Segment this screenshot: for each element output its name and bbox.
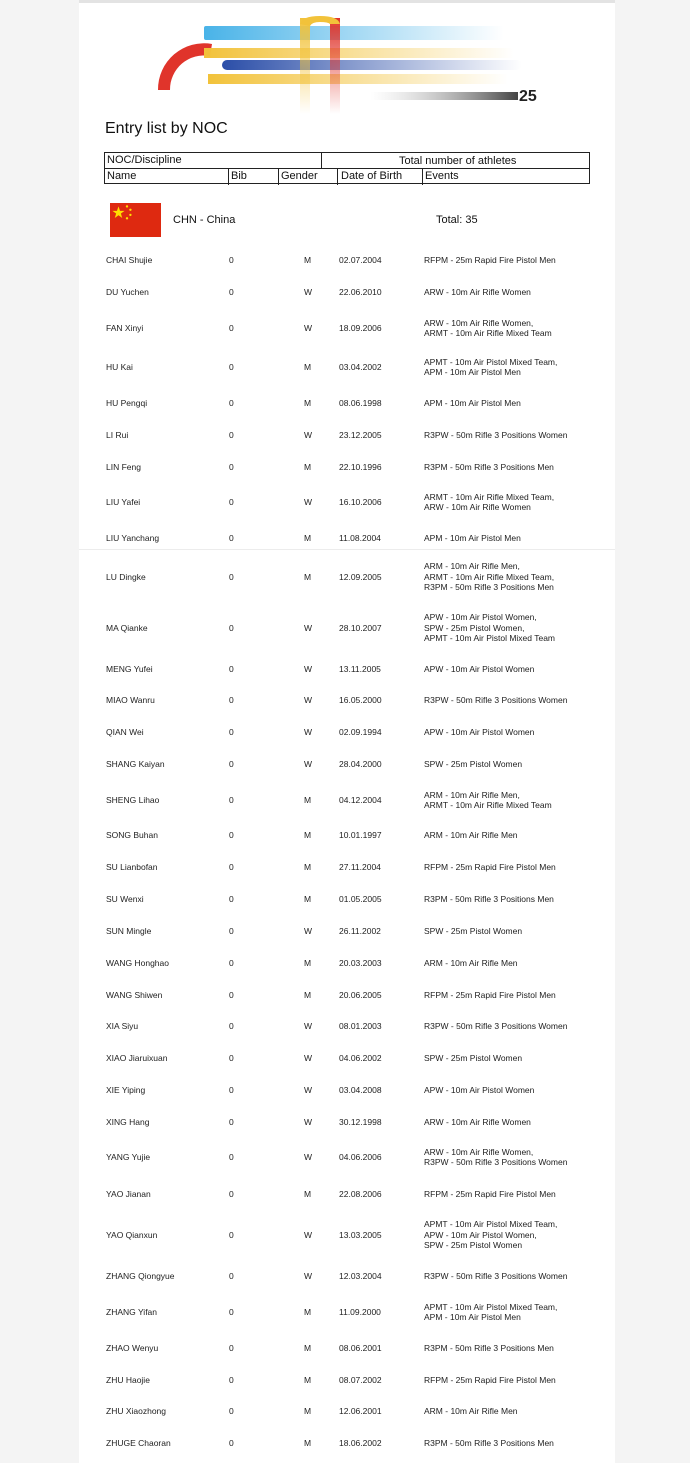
athlete-bib: 0 bbox=[229, 726, 234, 737]
athlete-events: ARW - 10m Air Rifle Women bbox=[424, 286, 531, 297]
athlete-date-of-birth: 16.10.2006 bbox=[339, 496, 382, 507]
athlete-name: XIE Yiping bbox=[106, 1084, 146, 1095]
athlete-gender: M bbox=[304, 397, 312, 408]
athlete-bib: 0 bbox=[229, 1437, 234, 1448]
athlete-bib: 0 bbox=[229, 361, 234, 372]
athlete-bib: 0 bbox=[229, 254, 234, 265]
athlete-bib: 0 bbox=[229, 829, 234, 840]
athlete-date-of-birth: 23.12.2005 bbox=[339, 429, 382, 440]
athlete-name: SU Lianbofan bbox=[106, 861, 158, 872]
athlete-date-of-birth: 13.03.2005 bbox=[339, 1229, 382, 1240]
header-date-of-birth: Date of Birth bbox=[341, 170, 403, 182]
athlete-events: APMT - 10m Air Pistol Mixed Team, APM - 10m Air Pistol Men bbox=[424, 1301, 558, 1322]
athlete-name: WANG Honghao bbox=[106, 957, 169, 968]
athlete-date-of-birth: 10.01.1997 bbox=[339, 829, 382, 840]
athlete-bib: 0 bbox=[229, 758, 234, 769]
athlete-date-of-birth: 28.04.2000 bbox=[339, 758, 382, 769]
athlete-date-of-birth: 22.10.1996 bbox=[339, 461, 382, 472]
athlete-name: YAO Qianxun bbox=[106, 1229, 158, 1240]
athlete-date-of-birth: 16.05.2000 bbox=[339, 694, 382, 705]
athlete-events: APW - 10m Air Pistol Women bbox=[424, 663, 535, 674]
athlete-events: RFPM - 25m Rapid Fire Pistol Men bbox=[424, 1188, 556, 1199]
athlete-date-of-birth: 20.03.2003 bbox=[339, 957, 382, 968]
athlete-name: FAN Xinyi bbox=[106, 322, 144, 333]
athlete-date-of-birth: 28.10.2007 bbox=[339, 622, 382, 633]
athlete-bib: 0 bbox=[229, 861, 234, 872]
athlete-bib: 0 bbox=[229, 461, 234, 472]
athlete-bib: 0 bbox=[229, 1342, 234, 1353]
athlete-name: SHANG Kaiyan bbox=[106, 758, 165, 769]
athlete-name: LIU Yafei bbox=[106, 496, 141, 507]
athlete-date-of-birth: 03.04.2002 bbox=[339, 361, 382, 372]
athlete-gender: W bbox=[304, 758, 313, 769]
athlete-gender: W bbox=[304, 1052, 313, 1063]
athlete-name: HU Pengqi bbox=[106, 397, 148, 408]
athlete-gender: M bbox=[304, 861, 312, 872]
athlete-bib: 0 bbox=[229, 925, 234, 936]
athlete-gender: M bbox=[304, 1374, 312, 1385]
athlete-events: ARW - 10m Air Rifle Women, R3PW - 50m Rifle 3 Positions Women bbox=[424, 1146, 568, 1167]
athlete-date-of-birth: 01.05.2005 bbox=[339, 893, 382, 904]
athlete-date-of-birth: 27.11.2004 bbox=[339, 861, 381, 872]
athlete-date-of-birth: 11.09.2000 bbox=[339, 1306, 381, 1317]
athlete-name: SONG Buhan bbox=[106, 829, 158, 840]
athlete-gender: W bbox=[304, 1116, 313, 1127]
athlete-events: R3PW - 50m Rifle 3 Positions Women bbox=[424, 1270, 568, 1281]
athlete-name: XIAO Jiaruixuan bbox=[106, 1052, 168, 1063]
athlete-bib: 0 bbox=[229, 989, 234, 1000]
athlete-events: R3PW - 50m Rifle 3 Positions Women bbox=[424, 429, 568, 440]
athlete-date-of-birth: 02.07.2004 bbox=[339, 254, 382, 265]
athlete-date-of-birth: 02.09.1994 bbox=[339, 726, 382, 737]
athlete-gender: W bbox=[304, 925, 313, 936]
athlete-events: RFPM - 25m Rapid Fire Pistol Men bbox=[424, 989, 556, 1000]
athlete-name: MA Qianke bbox=[106, 622, 148, 633]
athlete-date-of-birth: 04.12.2004 bbox=[339, 794, 382, 805]
athlete-name: WANG Shiwen bbox=[106, 989, 163, 1000]
athlete-bib: 0 bbox=[229, 1151, 234, 1162]
athlete-date-of-birth: 20.06.2005 bbox=[339, 989, 382, 1000]
athlete-events: ARW - 10m Air Rifle Women bbox=[424, 1116, 531, 1127]
noc-name: CHN - China bbox=[173, 214, 236, 226]
athlete-bib: 0 bbox=[229, 794, 234, 805]
header-events: Events bbox=[425, 170, 459, 182]
page-title: Entry list by NOC bbox=[105, 120, 228, 137]
athlete-bib: 0 bbox=[229, 622, 234, 633]
athlete-events: R3PW - 50m Rifle 3 Positions Women bbox=[424, 694, 568, 705]
athlete-date-of-birth: 12.09.2005 bbox=[339, 571, 382, 582]
athlete-name: CHAI Shujie bbox=[106, 254, 153, 265]
athlete-bib: 0 bbox=[229, 429, 234, 440]
athlete-name: MIAO Wanru bbox=[106, 694, 155, 705]
athlete-name: XIA Siyu bbox=[106, 1020, 139, 1031]
athlete-gender: M bbox=[304, 1306, 312, 1317]
header-bib: Bib bbox=[231, 170, 247, 182]
athlete-events: ARM - 10m Air Rifle Men bbox=[424, 1405, 518, 1416]
athlete-bib: 0 bbox=[229, 532, 234, 543]
athlete-date-of-birth: 03.04.2008 bbox=[339, 1084, 382, 1095]
athlete-bib: 0 bbox=[229, 571, 234, 582]
athlete-name: ZHU Haojie bbox=[106, 1374, 150, 1385]
athlete-events: SPW - 25m Pistol Women bbox=[424, 1052, 523, 1063]
athlete-events: SPW - 25m Pistol Women bbox=[424, 925, 523, 936]
athlete-name: ZHAO Wenyu bbox=[106, 1342, 159, 1353]
athlete-events: ARM - 10m Air Rifle Men, ARMT - 10m Air Rifle Mixed Team, R3PM - 50m Rifle 3 Positions Men bbox=[424, 561, 555, 593]
athlete-events: ARMT - 10m Air Rifle Mixed Team, ARW - 10m Air Rifle Women bbox=[424, 491, 555, 512]
athlete-name: SHENG Lihao bbox=[106, 794, 160, 805]
athlete-date-of-birth: 26.11.2002 bbox=[339, 925, 381, 936]
athlete-events: R3PW - 50m Rifle 3 Positions Women bbox=[424, 1020, 568, 1031]
athlete-bib: 0 bbox=[229, 1306, 234, 1317]
athlete-events: R3PM - 50m Rifle 3 Positions Men bbox=[424, 461, 554, 472]
noc-total: Total: 35 bbox=[436, 214, 478, 226]
athlete-events: R3PM - 50m Rifle 3 Positions Men bbox=[424, 1342, 554, 1353]
athlete-bib: 0 bbox=[229, 957, 234, 968]
athlete-name: QIAN Wei bbox=[106, 726, 144, 737]
athlete-gender: M bbox=[304, 461, 312, 472]
athlete-bib: 0 bbox=[229, 1374, 234, 1385]
athlete-events: R3PM - 50m Rifle 3 Positions Men bbox=[424, 893, 554, 904]
athlete-name: ZHU Xiaozhong bbox=[106, 1405, 167, 1416]
athlete-name: LIN Feng bbox=[106, 461, 141, 472]
athlete-gender: M bbox=[304, 1405, 312, 1416]
athlete-gender: M bbox=[304, 254, 312, 265]
logo-number: 25 bbox=[519, 88, 537, 105]
athlete-name: ZHANG Yifan bbox=[106, 1306, 158, 1317]
athlete-events: ARM - 10m Air Rifle Men, ARMT - 10m Air Rifle Mixed Team bbox=[424, 789, 552, 810]
athlete-name: ZHANG Qiongyue bbox=[106, 1270, 175, 1281]
athlete-gender: M bbox=[304, 1437, 312, 1448]
athlete-events: ARM - 10m Air Rifle Men bbox=[424, 957, 518, 968]
athlete-gender: M bbox=[304, 1188, 312, 1199]
athlete-gender: M bbox=[304, 829, 312, 840]
athlete-bib: 0 bbox=[229, 496, 234, 507]
athlete-bib: 0 bbox=[229, 1020, 234, 1031]
athlete-date-of-birth: 04.06.2006 bbox=[339, 1151, 382, 1162]
athlete-gender: W bbox=[304, 663, 313, 674]
athlete-gender: M bbox=[304, 989, 312, 1000]
athlete-events: APM - 10m Air Pistol Men bbox=[424, 532, 521, 543]
athlete-date-of-birth: 18.06.2002 bbox=[339, 1437, 382, 1448]
athlete-events: RFPM - 25m Rapid Fire Pistol Men bbox=[424, 861, 556, 872]
athlete-gender: W bbox=[304, 429, 313, 440]
athlete-name: ZHUGE Chaoran bbox=[106, 1437, 171, 1448]
athlete-date-of-birth: 08.07.2002 bbox=[339, 1374, 382, 1385]
header-gender: Gender bbox=[281, 170, 318, 182]
athlete-gender: W bbox=[304, 1229, 313, 1240]
athlete-bib: 0 bbox=[229, 1405, 234, 1416]
athlete-gender: W bbox=[304, 1084, 313, 1095]
athlete-events: RFPM - 25m Rapid Fire Pistol Men bbox=[424, 1374, 556, 1385]
athlete-gender: W bbox=[304, 496, 313, 507]
athlete-gender: W bbox=[304, 694, 313, 705]
athlete-date-of-birth: 22.06.2010 bbox=[339, 286, 382, 297]
athlete-gender: W bbox=[304, 286, 313, 297]
athlete-gender: M bbox=[304, 532, 312, 543]
athlete-bib: 0 bbox=[229, 286, 234, 297]
athlete-date-of-birth: 11.08.2004 bbox=[339, 532, 381, 543]
athlete-events: SPW - 25m Pistol Women bbox=[424, 758, 523, 769]
athlete-date-of-birth: 08.01.2003 bbox=[339, 1020, 382, 1031]
athlete-date-of-birth: 22.08.2006 bbox=[339, 1188, 382, 1199]
athlete-bib: 0 bbox=[229, 322, 234, 333]
athlete-bib: 0 bbox=[229, 1188, 234, 1199]
athlete-name: YANG Yujie bbox=[106, 1151, 151, 1162]
athlete-events: APM - 10m Air Pistol Men bbox=[424, 397, 521, 408]
athlete-date-of-birth: 13.11.2005 bbox=[339, 663, 381, 674]
header-name: Name bbox=[107, 170, 137, 182]
athlete-events: APW - 10m Air Pistol Women, SPW - 25m Pistol Women, APMT - 10m Air Pistol Mixed Team bbox=[424, 612, 556, 644]
athlete-gender: M bbox=[304, 957, 312, 968]
athlete-date-of-birth: 12.06.2001 bbox=[339, 1405, 382, 1416]
athlete-gender: M bbox=[304, 1342, 312, 1353]
athlete-events: ARM - 10m Air Rifle Men bbox=[424, 829, 518, 840]
athlete-bib: 0 bbox=[229, 893, 234, 904]
athlete-date-of-birth: 12.03.2004 bbox=[339, 1270, 382, 1281]
athlete-bib: 0 bbox=[229, 694, 234, 705]
athlete-gender: W bbox=[304, 622, 313, 633]
athlete-name: HU Kai bbox=[106, 361, 133, 372]
athlete-gender: M bbox=[304, 571, 312, 582]
athlete-bib: 0 bbox=[229, 1084, 234, 1095]
header-total-athletes: Total number of athletes bbox=[399, 155, 517, 167]
athlete-gender: W bbox=[304, 322, 313, 333]
athlete-gender: W bbox=[304, 1270, 313, 1281]
athlete-name: SUN Mingle bbox=[106, 925, 152, 936]
athlete-date-of-birth: 08.06.2001 bbox=[339, 1342, 382, 1353]
athlete-gender: W bbox=[304, 1020, 313, 1031]
header-noc-discipline: NOC/Discipline bbox=[107, 154, 182, 166]
athlete-bib: 0 bbox=[229, 663, 234, 674]
athlete-gender: M bbox=[304, 361, 312, 372]
athlete-name: DU Yuchen bbox=[106, 286, 149, 297]
athlete-events: APMT - 10m Air Pistol Mixed Team, APM - 10m Air Pistol Men bbox=[424, 356, 558, 377]
athlete-events: R3PM - 50m Rifle 3 Positions Men bbox=[424, 1437, 554, 1448]
athlete-events: APW - 10m Air Pistol Women bbox=[424, 1084, 535, 1095]
athlete-name: YAO Jianan bbox=[106, 1188, 151, 1199]
athlete-gender: W bbox=[304, 1151, 313, 1162]
athlete-bib: 0 bbox=[229, 1052, 234, 1063]
athlete-date-of-birth: 08.06.1998 bbox=[339, 397, 382, 408]
athlete-bib: 0 bbox=[229, 397, 234, 408]
athlete-name: LU Dingke bbox=[106, 571, 146, 582]
athlete-name: SU Wenxi bbox=[106, 893, 144, 904]
athlete-bib: 0 bbox=[229, 1270, 234, 1281]
athlete-gender: M bbox=[304, 893, 312, 904]
athlete-name: XING Hang bbox=[106, 1116, 150, 1127]
athlete-events: ARW - 10m Air Rifle Women, ARMT - 10m Air Rifle Mixed Team bbox=[424, 317, 552, 338]
athlete-events: APW - 10m Air Pistol Women bbox=[424, 726, 535, 737]
athlete-date-of-birth: 30.12.1998 bbox=[339, 1116, 382, 1127]
athlete-gender: W bbox=[304, 726, 313, 737]
athlete-name: LI Rui bbox=[106, 429, 129, 440]
athlete-name: LIU Yanchang bbox=[106, 532, 160, 543]
athlete-events: APMT - 10m Air Pistol Mixed Team, APW - 10m Air Pistol Women, SPW - 25m Pistol Women bbox=[424, 1219, 558, 1251]
athlete-bib: 0 bbox=[229, 1116, 234, 1127]
athlete-date-of-birth: 18.09.2006 bbox=[339, 322, 382, 333]
athlete-gender: M bbox=[304, 794, 312, 805]
athlete-bib: 0 bbox=[229, 1229, 234, 1240]
athlete-events: RFPM - 25m Rapid Fire Pistol Men bbox=[424, 254, 556, 265]
athlete-name: MENG Yufei bbox=[106, 663, 153, 674]
athlete-date-of-birth: 04.06.2002 bbox=[339, 1052, 382, 1063]
